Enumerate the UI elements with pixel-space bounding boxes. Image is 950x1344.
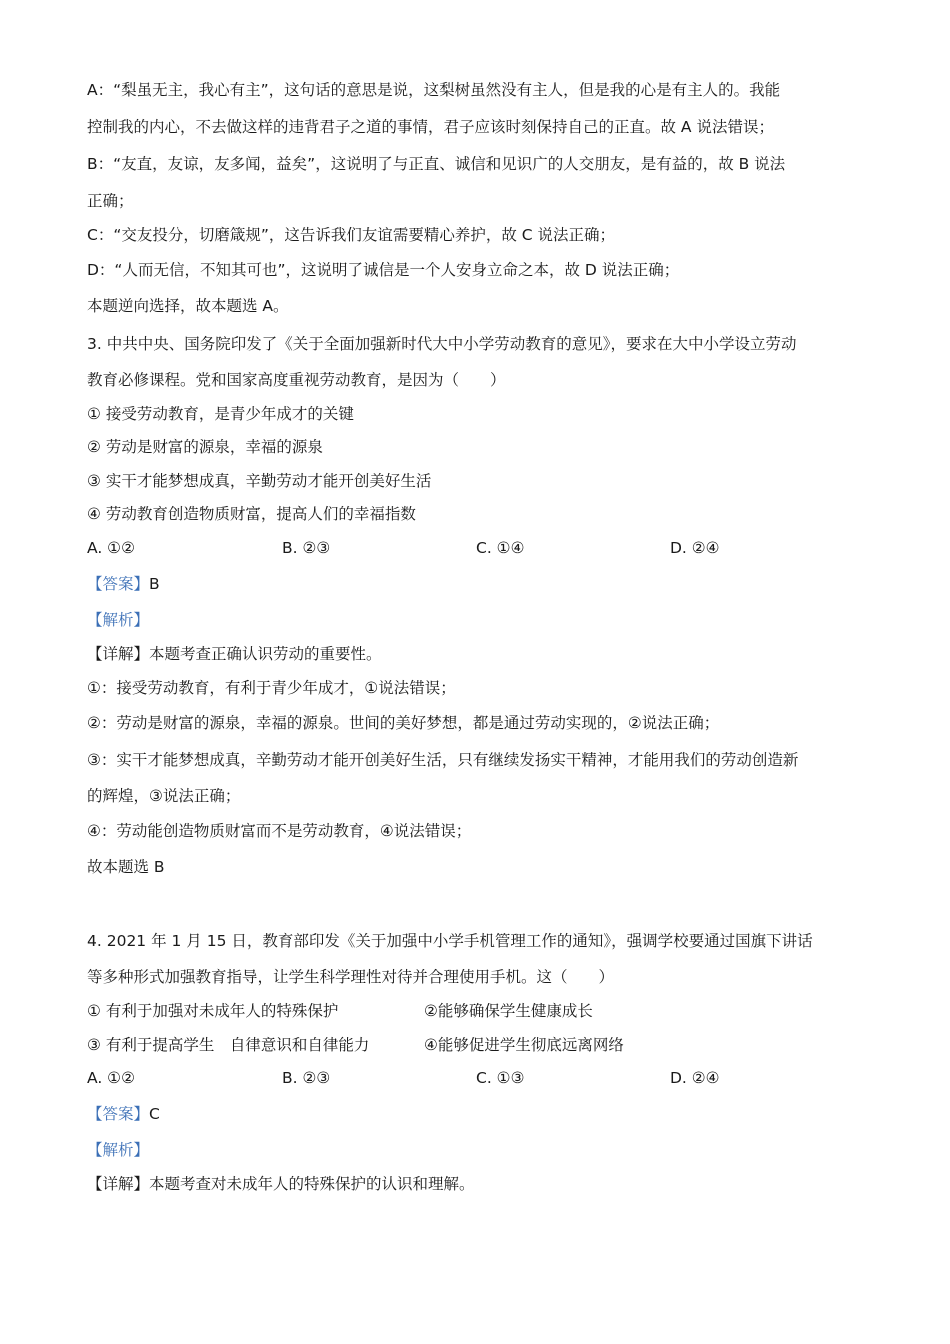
detail-tag: 【详解】: [87, 645, 150, 663]
prev-explanation-line: C：“交友投分，切磨箴规”，这告诉我们友谊需要精心养护，故 C 说法正确；: [87, 226, 616, 244]
q3-explanation-3b: 的辉煌，③说法正确；: [87, 787, 241, 805]
q3-explanation-3a: ③：实干才能梦想成真，辛勤劳动才能开创美好生活，只有继续发扬实干精神，才能用我们的劳动创造新: [87, 751, 799, 769]
q4-option-a: A. ①②: [87, 1069, 135, 1087]
prev-explanation-line: B：“友直，友谅，友多闻，益矣”，这说明了与正直、诚信和见识广的人交朋友，是有益的，故 B 说法: [87, 155, 786, 173]
q4-option-b: B. ②③: [282, 1069, 331, 1087]
q3-stem-line-1: 3. 中共中央、国务院印发了《关于全面加强新时代大中小学劳动教育的意见》，要求在大中小学设立劳动: [87, 335, 797, 353]
q3-statement-3: ③ 实干才能梦想成真，辛勤劳动才能开创美好生活: [87, 472, 432, 490]
analysis-tag: 【解析】: [87, 611, 150, 629]
prev-conclusion: 本题逆向选择，故本题选 A。: [87, 297, 289, 315]
q3-statement-2: ② 劳动是财富的源泉，幸福的源泉: [87, 438, 323, 456]
q3-stem-line-2: 教育必修课程。党和国家高度重视劳动教育，是因为（ ）: [87, 371, 506, 389]
q3-detail: [87, 644, 382, 664]
q4-statement-1: ① 有利于加强对未成年人的特殊保护: [87, 1002, 339, 1020]
q3-option-a: A. ①②: [87, 539, 135, 557]
q3-explanation-4: ④：劳动能创造物质财富而不是劳动教育，④说法错误；: [87, 822, 472, 840]
detail-tag: 【详解】: [87, 1175, 150, 1193]
q4-answer: [87, 1104, 160, 1124]
q4-statement-4: ④能够促进学生彻底远离网络: [424, 1036, 624, 1054]
q4-option-c: C. ①③: [476, 1069, 525, 1087]
q3-answer: [87, 574, 160, 594]
q4-statement-2: ②能够确保学生健康成长: [424, 1002, 593, 1020]
detail-text: 本题考查正确认识劳动的重要性。: [149, 645, 382, 663]
detail-text: 本题考查对未成年人的特殊保护的认识和理解。: [149, 1175, 475, 1193]
answer-tag: 【答案】: [87, 1105, 150, 1123]
q3-statement-1: ① 接受劳动教育，是青少年成才的关键: [87, 405, 354, 423]
q3-option-d: D. ②④: [670, 539, 720, 557]
answer-tag: 【答案】: [87, 575, 150, 593]
q3-option-b: B. ②③: [282, 539, 331, 557]
q4-statement-3: ③ 有利于提高学生 自律意识和自律能力: [87, 1036, 370, 1054]
q3-statement-4: ④ 劳动教育创造物质财富，提高人们的幸福指数: [87, 505, 416, 523]
q3-explanation-2: ②：劳动是财富的源泉，幸福的源泉。世间的美好梦想，都是通过劳动实现的，②说法正确；: [87, 714, 720, 732]
q4-analysis: [87, 1140, 149, 1160]
prev-explanation-line: 正确；: [87, 192, 134, 210]
q4-option-d: D. ②④: [670, 1069, 720, 1087]
analysis-tag: 【解析】: [87, 1141, 150, 1159]
q3-option-c: C. ①④: [476, 539, 525, 557]
prev-explanation-line: A：“梨虽无主，我心有主”，这句话的意思是说，这梨树虽然没有主人，但是我的心是有主人的。我能: [87, 81, 781, 99]
answer-value: B: [149, 575, 160, 593]
q4-stem-line-1: 4. 2021 年 1 月 15 日，教育部印发《关于加强中小学手机管理工作的通知》，强调学校要通过国旗下讲话: [87, 932, 813, 950]
answer-value: C: [149, 1105, 160, 1123]
q3-analysis: [87, 610, 149, 630]
q3-explanation-1: ①：接受劳动教育，有利于青少年成才，①说法错误；: [87, 679, 456, 697]
q4-detail: [87, 1174, 475, 1194]
q4-stem-line-2: 等多种形式加强教育指导，让学生科学理性对待并合理使用手机。这（ ）: [87, 968, 615, 986]
q3-conclusion: 故本题选 B: [87, 858, 165, 876]
prev-explanation-line: D：“人而无信，不知其可也”，这说明了诚信是一个人安身立命之本，故 D 说法正确；: [87, 261, 680, 279]
prev-explanation-line: 控制我的内心，不去做这样的违背君子之道的事情，君子应该时刻保持自己的正直。故 A 说法错误；: [87, 118, 774, 136]
